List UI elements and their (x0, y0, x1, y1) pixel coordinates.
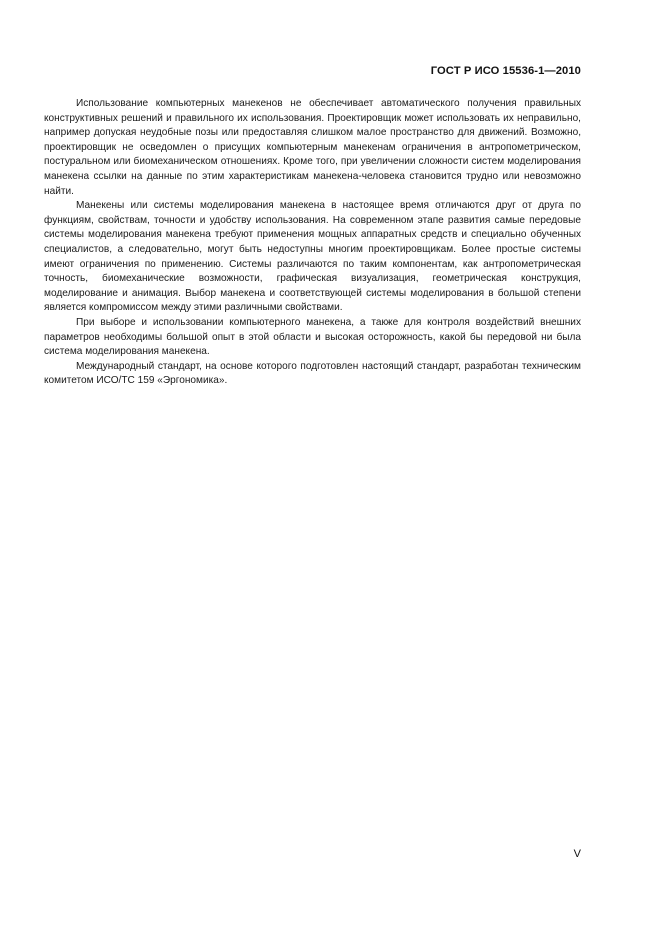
standard-code-header: ГОСТ Р ИСО 15536-1—2010 (430, 65, 581, 77)
body-paragraph-4: Международный стандарт, на основе которого подготовлен настоящий стандарт, разработан техническим комитетом ИСО/ТС 159 «Эргономика». (44, 360, 581, 387)
body-paragraph-1: Использование компьютерных манекенов не обеспечивает автоматического получения правильных конструктивных решений и правильного их использования. Проектировщик может использовать их неправильно, например допуская неудобные позы или предоставляя слишком малое пространство для движений. Возможно, проектировщик не осведомлен о присущих компьютерным манекенам ограничения в антропометрическом, постуральном или биомеханическом отношениях. Кроме того, при увеличении сложности систем моделирования манекена ссылки на данные по этим характеристикам манекена-человека становится трудно или невозможно найти. (44, 98, 581, 197)
document-body (44, 97, 581, 389)
body-paragraph-3: При выборе и использовании компьютерного манекена, а также для контроля воздействий внешних параметров необходимы большой опыт в этой области и высокая осторожность, какой бы передовой ни была система моделирования манекена. (44, 316, 581, 358)
body-paragraph-2: Манекены или системы моделирования манекена в настоящее время отличаются друг от друга по функциям, свойствам, точности и удобству использования. На современном этапе развития самые передовые системы моделирования манекена требуют применения мощных аппаратных средств и специально обученных специалистов, а следовательно, могут быть недоступны многим проектировщикам. Более простые системы имеют ограничения по применению. Системы различаются по таким компонентам, как антропометрическая точность, биомеханические возможности, графическая визуализация, геометрическая конструкция, моделирование и анимация. Выбор манекена и соответствующей системы моделирования в большой степени является компромиссом между этими различными свойствами. (44, 200, 581, 314)
page-number: V (573, 848, 581, 860)
